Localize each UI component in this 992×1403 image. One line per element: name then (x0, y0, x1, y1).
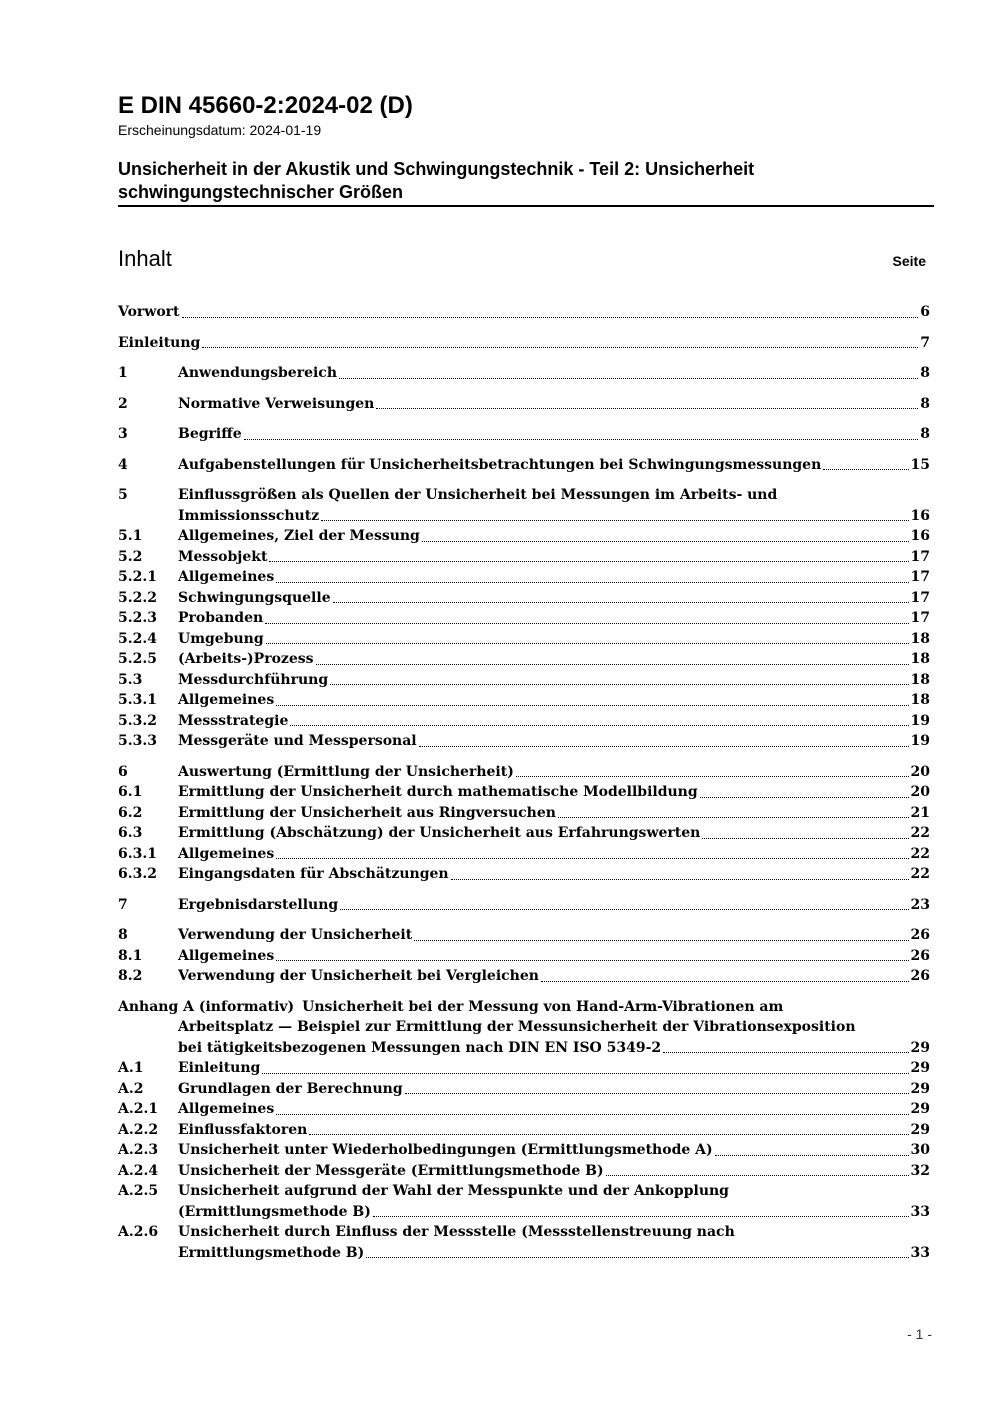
toc-header (118, 245, 926, 273)
toc-entry[interactable] (118, 864, 930, 885)
toc-entry-number: A.2.3 (118, 1142, 159, 1158)
toc-entry-number: 5.3.2 (118, 712, 157, 729)
toc-entry-number: 2 (118, 395, 128, 412)
dot-leader (321, 520, 908, 521)
toc-entry-page: 23 (910, 896, 930, 913)
toc-entry-page: 32 (910, 1162, 930, 1179)
toc-entry-title: Grundlagen der Berechnung (178, 1080, 403, 1097)
toc-entry-title: Einflussfaktoren (178, 1121, 308, 1138)
dot-leader (202, 347, 918, 348)
toc-entry-title: Anwendungsbereich (178, 365, 337, 381)
toc-entry-page: 30 (910, 1142, 930, 1158)
toc-entry-number: 7 (118, 896, 128, 913)
toc-entry-title: Allgemeines (178, 1101, 275, 1117)
dot-leader (414, 940, 908, 941)
toc-entry-page: 20 (910, 784, 930, 800)
toc-entry-title: Arbeitsplatz — Beispiel zur Ermittlung der Messunsicherheit der Vibrationsexposition (178, 1019, 856, 1035)
document-header (118, 92, 934, 207)
toc-entry[interactable] (118, 782, 930, 803)
toc-entry-page: 26 (910, 927, 930, 943)
dot-leader (405, 1093, 909, 1094)
toc-entry-number: 5.3.1 (118, 692, 157, 708)
toc-entry-page: 29 (910, 1080, 930, 1097)
toc-entry-title: Begriffe (178, 426, 242, 442)
dot-leader (339, 378, 918, 379)
toc-entry-number: A.1 (118, 1060, 144, 1076)
toc-entry-title: Ermittlungsmethode B) (178, 1244, 365, 1261)
toc-entry-title: Schwingungsquelle (178, 589, 331, 606)
toc-entry[interactable] (118, 762, 930, 783)
dot-leader (376, 408, 918, 409)
toc-entry-number: 1 (118, 365, 128, 381)
toc-entry-page: 17 (910, 610, 930, 626)
toc-entry-title: Ergebnisdarstellung (178, 896, 339, 913)
toc-entry-number: 5.1 (118, 528, 143, 544)
toc-entry-title: Allgemeines (178, 569, 275, 585)
toc-entry[interactable] (118, 1161, 930, 1182)
toc-entry-title: (Ermittlungsmethode B) (178, 1203, 371, 1220)
toc-entry-number: 8 (118, 927, 128, 943)
toc-entry-title: Messstrategie (178, 712, 289, 729)
toc-entry-page: 21 (910, 804, 930, 821)
toc-entry-number: 6.2 (118, 804, 143, 821)
toc-entry[interactable] (118, 803, 930, 824)
toc-entry[interactable] (118, 455, 930, 476)
toc-entry-page: 15 (910, 456, 930, 473)
toc-entry[interactable] (118, 670, 930, 691)
toc-entry-page: 8 (920, 395, 930, 412)
toc-entry[interactable] (118, 649, 930, 670)
page-column-label: Seite (892, 253, 926, 269)
toc-entry-page: 26 (910, 947, 930, 964)
toc-entry-title: Probanden (178, 610, 264, 626)
toc-entry-number: A.2.4 (118, 1162, 159, 1179)
toc-entry[interactable] (118, 731, 930, 752)
toc-entry-title: Messobjekt (178, 548, 268, 565)
publication-date: Erscheinungsdatum: 2024-01-19 (118, 122, 322, 138)
toc-entry-number: 8.2 (118, 968, 143, 984)
dot-leader (266, 643, 909, 644)
dot-leader (316, 664, 909, 665)
toc-entry-page: 19 (910, 712, 930, 729)
toc-entry[interactable] (118, 588, 930, 609)
dot-leader (451, 879, 909, 880)
toc-entry[interactable] (118, 547, 930, 568)
toc-entry[interactable] (118, 302, 930, 323)
dot-leader (276, 705, 908, 706)
toc-entry-title: Auswertung (Ermittlung der Unsicherheit) (178, 763, 514, 780)
toc-entry-title: Eingangsdaten für Abschätzungen (178, 866, 449, 882)
toc-entry-page: 16 (910, 528, 930, 544)
toc-entry-title: Umgebung (178, 630, 264, 647)
page-number: - 1 - (907, 1326, 932, 1342)
dot-leader (276, 582, 908, 583)
dot-leader (715, 1155, 909, 1156)
toc-heading: Inhalt (118, 246, 172, 271)
dot-leader (265, 623, 908, 624)
toc-entry-title: Allgemeines (178, 845, 275, 862)
document-id: E DIN 45660-2:2024-02 (D) (118, 92, 413, 119)
toc-entry-page: 18 (910, 692, 930, 708)
toc-entry-number: 5.3 (118, 671, 143, 688)
toc-entry-page: 22 (910, 825, 930, 841)
toc-entry-number: 5 (118, 487, 128, 503)
dot-leader (663, 1052, 908, 1053)
dot-leader (541, 981, 909, 982)
toc-entry-title: Einflussgrößen als Quellen der Unsicherheit bei Messungen im Arbeits- und (178, 487, 778, 503)
dot-leader (558, 817, 909, 818)
toc-entry-title: Einleitung (178, 1060, 261, 1076)
toc-entry-title: Unsicherheit durch Einfluss der Messstelle (Messstellenstreuung nach (178, 1224, 735, 1240)
toc-entry-number: 5.3.3 (118, 733, 157, 749)
toc-entry-title: Allgemeines (178, 947, 275, 964)
toc-entry[interactable] (118, 1222, 930, 1263)
toc-entry-title: Unsicherheit der Messgeräte (Ermittlungsmethode B) (178, 1162, 604, 1179)
toc-entry[interactable] (118, 567, 930, 588)
toc-entry[interactable] (118, 629, 930, 650)
toc-entry-page: 6 (920, 304, 930, 320)
toc-entry-title: Ermittlung (Abschätzung) der Unsicherheit aus Erfahrungswerten (178, 825, 701, 841)
toc-entry[interactable] (118, 424, 930, 445)
dot-leader (330, 684, 908, 685)
toc-entry-page: 29 (910, 1060, 930, 1076)
toc-entry-number: 6 (118, 763, 128, 780)
toc-entry[interactable] (118, 363, 930, 384)
document-title-line: schwingungstechnischer Größen (118, 182, 404, 202)
dot-leader (244, 439, 919, 440)
dot-leader (373, 1216, 909, 1217)
dot-leader (366, 1257, 908, 1258)
toc-entry-title: Messgeräte und Messpersonal (178, 733, 417, 749)
toc-entry-page: 29 (910, 1039, 930, 1056)
toc-entry-page: 17 (910, 548, 930, 565)
toc-entry-number: A.2 (118, 1080, 144, 1097)
toc-entry-number: 8.1 (118, 947, 143, 964)
dot-leader (269, 561, 908, 562)
dot-leader (422, 541, 909, 542)
toc-entry-page: 16 (910, 507, 930, 524)
toc-entry-page: 20 (910, 763, 930, 780)
toc-entry-number: 6.3.1 (118, 845, 157, 862)
toc-entry-number: A.2.6 (118, 1224, 159, 1240)
toc-entry-title: Allgemeines (178, 692, 275, 708)
toc-entry-title: Unsicherheit unter Wiederholbedingungen (Ermittlungsmethode A) (178, 1142, 713, 1158)
toc-entry-page: 18 (910, 651, 930, 667)
toc-entry-page: 8 (920, 426, 930, 442)
toc-entry-number: A.2.5 (118, 1183, 159, 1199)
toc-entry-title: Ermittlung der Unsicherheit durch mathematische Modellbildung (178, 784, 698, 800)
toc-entry-number: 5.2 (118, 548, 143, 565)
dot-leader (276, 960, 908, 961)
toc-entry[interactable] (118, 1181, 930, 1222)
dot-leader (276, 1114, 908, 1115)
dot-leader (606, 1175, 909, 1176)
toc-entry-page: 18 (910, 671, 930, 688)
document-title (118, 158, 934, 207)
toc-entry-number: 5.2.5 (118, 651, 157, 667)
toc-entry[interactable] (118, 1140, 930, 1161)
toc-entry-page: 22 (910, 866, 930, 882)
toc-entry-title: Verwendung der Unsicherheit (178, 927, 413, 943)
toc-entry-title: Unsicherheit bei der Messung von Hand-Arm-Vibrationen am (302, 998, 784, 1015)
document-title-line: Unsicherheit in der Akustik und Schwingungstechnik - Teil 2: Unsicherheit (118, 159, 755, 179)
toc-entry-page: 33 (910, 1203, 930, 1220)
toc-entry[interactable] (118, 526, 930, 547)
dot-leader (419, 746, 909, 747)
toc-entry-title: Allgemeines, Ziel der Messung (178, 528, 420, 544)
toc-entry-number: 3 (118, 426, 128, 442)
toc-entry-page: 17 (910, 589, 930, 606)
dot-leader (823, 469, 908, 470)
toc-entry-title: Vorwort (118, 304, 180, 320)
toc-entry[interactable] (118, 608, 930, 629)
toc-entry[interactable] (118, 485, 930, 526)
toc-entry-title: Messdurchführung (178, 671, 329, 688)
toc-entry-page: 8 (920, 365, 930, 381)
toc-entry[interactable] (118, 823, 930, 844)
toc-entry-title: Verwendung der Unsicherheit bei Vergleichen (178, 968, 539, 984)
toc-entry-page: 22 (910, 845, 930, 862)
toc-entry-page: 29 (910, 1121, 930, 1138)
toc-entry[interactable] (118, 844, 930, 865)
toc-entry-annex[interactable] (118, 997, 930, 1059)
toc-entry-number: 4 (118, 456, 128, 473)
toc-entry-page: 26 (910, 968, 930, 984)
dot-leader (702, 838, 908, 839)
toc-entry[interactable] (118, 690, 930, 711)
toc-entry-number: 5.2.1 (118, 569, 157, 585)
toc-entry-page: 17 (910, 569, 930, 585)
toc-entry[interactable] (118, 711, 930, 732)
toc-entry[interactable] (118, 333, 930, 354)
toc-entry[interactable] (118, 394, 930, 415)
dot-leader (182, 317, 919, 318)
toc-entry-number: 5.2.3 (118, 610, 157, 626)
dot-leader (309, 1134, 908, 1135)
dot-leader (333, 602, 909, 603)
dot-leader (262, 1073, 908, 1074)
toc-entry-page: 19 (910, 733, 930, 749)
dot-leader (340, 909, 908, 910)
toc-entry[interactable] (118, 966, 930, 987)
toc-entry-page: 18 (910, 630, 930, 647)
dot-leader (700, 797, 909, 798)
toc-entry-title: Unsicherheit aufgrund der Wahl der Messpunkte und der Ankopplung (178, 1183, 729, 1199)
toc-entry-title: Aufgabenstellungen für Unsicherheitsbetrachtungen bei Schwingungsmessungen (178, 456, 822, 473)
toc-entry-number: Anhang A (informativ) (118, 998, 295, 1015)
toc-entry-number: 6.1 (118, 784, 143, 800)
toc-entry-page: 7 (920, 334, 930, 351)
toc-entry-number: A.2.2 (118, 1121, 159, 1138)
toc-entry[interactable] (118, 895, 930, 916)
table-of-contents (118, 302, 930, 1263)
toc-entry-number: 6.3 (118, 825, 143, 841)
toc-entry-title: Einleitung (118, 334, 201, 351)
toc-entry-number: 6.3.2 (118, 866, 157, 882)
toc-entry-title: bei tätigkeitsbezogenen Messungen nach DIN EN ISO 5349-2 (178, 1039, 662, 1056)
toc-entry[interactable] (118, 1079, 930, 1100)
dot-leader (516, 776, 909, 777)
toc-entry[interactable] (118, 946, 930, 967)
toc-entry-number: 5.2.4 (118, 630, 157, 647)
toc-entry[interactable] (118, 1120, 930, 1141)
toc-entry-page: 33 (910, 1244, 930, 1261)
toc-entry[interactable] (118, 1058, 930, 1079)
toc-entry-title: (Arbeits-)Prozess (178, 651, 314, 667)
dot-leader (290, 725, 908, 726)
toc-entry-title: Ermittlung der Unsicherheit aus Ringversuchen (178, 804, 556, 821)
toc-entry[interactable] (118, 925, 930, 946)
toc-entry-number: 5.2.2 (118, 589, 157, 606)
toc-entry-title: Normative Verweisungen (178, 395, 375, 412)
toc-entry-number: A.2.1 (118, 1101, 159, 1117)
toc-entry[interactable] (118, 1099, 930, 1120)
toc-entry-page: 29 (910, 1101, 930, 1117)
dot-leader (276, 858, 908, 859)
toc-entry-title: Immissionsschutz (178, 507, 320, 524)
